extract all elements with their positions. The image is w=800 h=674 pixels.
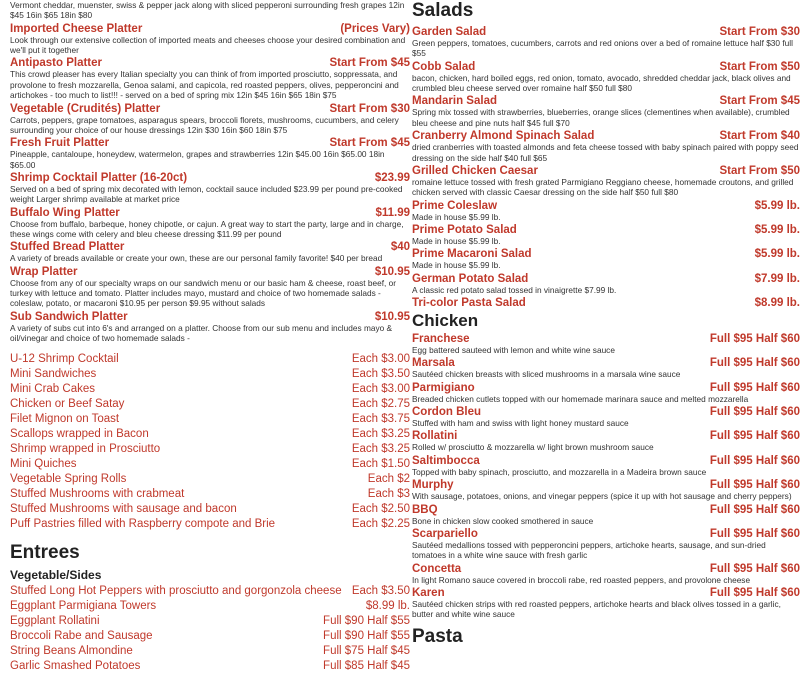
menu-item-header: [412, 224, 800, 236]
menu-item: [412, 224, 800, 246]
menu-item-header: [10, 172, 410, 184]
menu-item-description: romaine lettuce tossed with fresh grated Parmigiano Reggiano cheese, homemade croutons, and grilled chicken served with classic Caesar dressing on the side half $50 full $80: [412, 176, 794, 198]
list-item-name: String Beans Almondine: [10, 645, 133, 658]
menu-item-header: [412, 455, 800, 467]
menu-item-name[interactable]: Garden Salad: [412, 26, 487, 38]
list-item-price: Each $3.50: [351, 368, 410, 381]
platter-item-list: [10, 23, 410, 344]
menu-item-header: [412, 357, 800, 369]
list-item-name: Scallops wrapped in Bacon: [10, 428, 149, 441]
menu-item-header: [10, 311, 410, 323]
menu-item-name[interactable]: Cranberry Almond Spinach Salad: [412, 130, 595, 143]
menu-item-name[interactable]: Rollatini: [412, 430, 458, 443]
menu-item-price: Full $95 Half $60: [709, 454, 800, 467]
menu-item-header: [412, 95, 800, 107]
menu-item-price: Full $95 Half $60: [709, 586, 800, 599]
menu-item: [412, 587, 800, 620]
menu-item-name[interactable]: Sub Sandwich Platter: [10, 310, 128, 323]
menu-item: [10, 207, 410, 240]
menu-item-name[interactable]: Shrimp Cocktail Platter (16-20ct): [10, 171, 188, 184]
menu-item: [10, 57, 410, 100]
menu-item-description: Sautéed medallions tossed with pepperoncini peppers, artichoke hearts, sausage, and sun-dried tomatoes in a white wine sauce with fresh garlic: [412, 539, 766, 561]
menu-item-price: Full $95 Half $60: [709, 503, 800, 516]
menu-item: [412, 95, 800, 128]
menu-item: [10, 137, 410, 170]
list-item[interactable]: [10, 614, 410, 629]
menu-item-header: [412, 333, 800, 345]
menu-item-header: [412, 248, 800, 260]
menu-item-description: Made in house $5.99 lb.: [412, 235, 501, 246]
vegetable-sides-subtitle: Vegetable/Sides: [10, 567, 102, 582]
menu-item-description: Pineapple, cantaloupe, honeydew, watermelon, grapes and strawberries 12in $45.00 16in $65.00 18in $65.00: [10, 149, 385, 170]
menu-item-name[interactable]: Antipasto Platter: [10, 57, 103, 70]
menu-item-description: dried cranberries with toasted almonds and feta cheese tossed with baby spinach paired with poppy seed dressing on the side half $40 full $65: [412, 142, 799, 163]
menu-item-price: Start From $40: [719, 130, 800, 143]
menu-item-header: [412, 382, 800, 394]
list-item-price: Each $2.25: [351, 518, 410, 531]
menu-item-name[interactable]: Cordon Bleu: [412, 406, 481, 419]
menu-item-name[interactable]: Karen: [412, 586, 445, 599]
list-item-price: Each $3: [367, 488, 410, 501]
menu-item: [10, 172, 410, 205]
menu-item-name[interactable]: Wrap Platter: [10, 265, 78, 278]
menu-item-description: A variety of subs cut into 6's and arranged on a platter. Choose from our sub menu and includes mayo & oil/vinegar and choice of two homemade salads -: [10, 322, 393, 344]
menu-item: [412, 504, 800, 526]
menu-item-price: Start From $30: [329, 102, 410, 115]
list-item[interactable]: [10, 644, 410, 659]
list-item[interactable]: [10, 517, 410, 532]
menu-item-price: Full $95 Half $60: [709, 406, 800, 419]
list-item[interactable]: [10, 584, 410, 599]
menu-item-price: Start From $45: [329, 57, 410, 70]
menu-item: [412, 528, 800, 561]
list-item[interactable]: [10, 599, 410, 614]
menu-item-price: Start From $45: [719, 95, 800, 108]
list-item-price: Each $2.75: [351, 398, 410, 411]
menu-item-header: [10, 23, 410, 35]
menu-item-header: [412, 587, 800, 599]
list-item[interactable]: [10, 659, 410, 674]
list-item[interactable]: [10, 457, 410, 472]
menu-item: [412, 248, 800, 270]
menu-item-name[interactable]: Vegetable (Crudités) Platter: [10, 102, 161, 115]
menu-item-name[interactable]: German Potato Salad: [412, 272, 529, 285]
list-item-price: Each $2.50: [351, 503, 410, 516]
list-item-name: Mini Quiches: [10, 458, 77, 471]
menu-item-price: $11.99: [375, 206, 410, 219]
list-item-price: Each $3.25: [351, 428, 410, 441]
list-item[interactable]: [10, 412, 410, 427]
menu-item-header: [10, 137, 410, 149]
list-item-price: $8.99 lb.: [365, 600, 410, 613]
list-item[interactable]: [10, 382, 410, 397]
menu-item-header: [10, 241, 410, 253]
menu-item-price: $10.95: [374, 310, 410, 323]
menu-item-price: $8.99 lb.: [754, 297, 800, 310]
menu-item-price: Start From $50: [719, 164, 800, 177]
menu-item-header: [412, 297, 800, 309]
menu-item-price: Start From $30: [719, 26, 800, 38]
menu-item-name[interactable]: Cobb Salad: [412, 60, 476, 73]
menu-item-name[interactable]: Prime Macaroni Salad: [412, 248, 532, 261]
menu-item: [412, 333, 800, 355]
menu-item-description: Look through our extensive collection of imported meats and cheeses choose your desired combination and we'll put it together: [10, 34, 406, 56]
list-item-price: Each $3.00: [351, 353, 410, 366]
list-item-name: Stuffed Long Hot Peppers with prosciutto and gorgonzola cheese: [10, 585, 342, 598]
left-column: [10, 0, 410, 674]
menu-item-description: Choose from any of our specialty wraps on our sandwich menu or our basic ham & cheese, roast beef, or turkey with lettuce and tomato. Platter includes mayo, mustard and choice of two homemade salads - coleslaw, potato, or macaroni $10.95 per person $9.95 without salads: [10, 277, 396, 309]
menu-item-name[interactable]: Buffalo Wing Platter: [10, 206, 120, 219]
menu-item: [412, 61, 800, 94]
list-item-name: Mini Sandwiches: [10, 368, 97, 381]
menu-item-name[interactable]: Murphy: [412, 479, 454, 492]
menu-item: [412, 479, 800, 501]
menu-item-name[interactable]: Mandarin Salad: [412, 95, 497, 108]
list-item-name: Filet Mignon on Toast: [10, 413, 120, 426]
menu-item-description: Stuffed with ham and swiss with light honey mustard sauce: [412, 418, 629, 429]
menu-item-name[interactable]: Franchese: [412, 333, 470, 346]
list-item-price: Each $3.25: [351, 443, 410, 456]
menu-item: [412, 455, 800, 477]
list-item-name: U-12 Shrimp Cocktail: [10, 353, 119, 366]
menu-item: [412, 26, 800, 59]
list-item-name: Mini Crab Cakes: [10, 383, 95, 396]
salads-section-title: Salads: [412, 0, 474, 21]
menu-item: [412, 382, 800, 404]
menu-item-price: Full $95 Half $60: [709, 527, 800, 540]
menu-item-price: Start From $50: [719, 60, 800, 73]
menu-item: [412, 165, 800, 198]
hors-doeuvres-list: [10, 352, 410, 532]
menu-item-header: [10, 266, 410, 278]
list-item-name: Stuffed Mushrooms with sausage and bacon: [10, 503, 237, 516]
menu-item-price: $40: [390, 241, 410, 254]
menu-item-name[interactable]: Scarpariello: [412, 527, 478, 540]
menu-item-description: bacon, chicken, hard boiled eggs, red onion, tomato, avocado, shredded cheddar jack, black olives and crumbled bleu cheese served over romaine half $50 full $80: [412, 72, 791, 94]
menu-item-header: [412, 26, 800, 38]
menu-item-price: $23.99: [374, 171, 410, 184]
menu-item-description: Breaded chicken cutlets topped with our homemade marinara sauce and melted mozzarella: [412, 393, 749, 404]
menu-item-header: [10, 207, 410, 219]
menu-item-header: [412, 563, 800, 575]
right-column: [412, 0, 800, 652]
menu-item-header: [412, 200, 800, 212]
menu-item-name[interactable]: Concetta: [412, 562, 462, 575]
menu-item-header: [412, 479, 800, 491]
salads-list: [412, 26, 800, 309]
menu-item-name[interactable]: Grilled Chicken Caesar: [412, 164, 538, 177]
menu-item-name[interactable]: Saltimbocca: [412, 454, 480, 467]
menu-item-price: Start From $45: [329, 137, 410, 150]
list-item-price: Each $1.50: [351, 458, 410, 471]
menu-item-description: In light Romano sauce covered in broccoli rabe, red roasted peppers, and provolone cheese: [412, 574, 751, 585]
menu-item: [412, 406, 800, 428]
menu-item-description: Rolled w/ prosciutto & mozzarella w/ light brown mushroom sauce: [412, 442, 654, 453]
menu-item-description: Topped with baby spinach, prosciutto, and mozzarella in a Madeira brown sauce: [412, 466, 707, 477]
list-item-price: Each $2: [367, 473, 410, 486]
menu-item-header: [412, 130, 800, 142]
menu-item: [412, 273, 800, 295]
menu-item-description: Sautéed chicken strips with red roasted peppers, artichoke hearts and black olives tossed in a garlic, butter and white wine sauce: [412, 598, 781, 620]
top-continued-description: Vermont cheddar, muenster, swiss & pepper jack along with sliced pepperoni surrounding fresh grapes 12in $45 16in $65 18in $80: [10, 0, 405, 21]
menu-item-header: [10, 57, 410, 69]
menu-item-name[interactable]: Imported Cheese Platter: [10, 22, 143, 35]
menu-item: [412, 200, 800, 222]
entrees-section-title: Entrees: [10, 541, 80, 563]
pasta-section-title: Pasta: [412, 625, 463, 647]
menu-item-price: $10.95: [374, 265, 410, 278]
menu-item-description: Bone in chicken slow cooked smothered in sauce: [412, 515, 594, 526]
menu-item: [412, 430, 800, 452]
menu-item-name[interactable]: Tri-color Pasta Salad: [412, 297, 526, 310]
menu-item-header: [412, 504, 800, 516]
list-item-name: Shrimp wrapped in Prosciutto: [10, 443, 161, 456]
menu-item-price: Full $95 Half $60: [709, 381, 800, 394]
menu-item-description: Egg battered sauteed with lemon and white wine sauce: [412, 345, 615, 356]
menu-item-description: A variety of breads available or create your own, these are our personal family favorite! $40 per bread: [10, 253, 383, 264]
list-item-name: Vegetable Spring Rolls: [10, 473, 127, 486]
list-item[interactable]: [10, 472, 410, 487]
menu-item: [412, 357, 800, 379]
menu-item-header: [412, 528, 800, 540]
menu-item-price: Full $95 Half $60: [709, 562, 800, 575]
menu-item-header: [412, 430, 800, 442]
list-item-price: Full $90 Half $55: [323, 630, 410, 643]
list-item[interactable]: [10, 397, 410, 412]
menu-item-description: Choose from buffalo, barbeque, honey chipotle, or cajun. A great way to start the party, large and in charge, these wings come with celery and bleu cheese dressing $11.99 per pound: [10, 218, 404, 240]
menu-item-header: [10, 103, 410, 115]
menu-item-price: $5.99 lb.: [754, 248, 800, 261]
menu-item: [412, 130, 800, 163]
menu-item: [10, 311, 410, 344]
chicken-section-title: Chicken: [412, 311, 479, 331]
list-item[interactable]: [10, 487, 410, 502]
menu-item-price: $7.99 lb.: [754, 272, 800, 285]
menu-item-price: Full $95 Half $60: [709, 479, 800, 492]
list-item-price: Full $90 Half $55: [323, 615, 410, 628]
list-item-name: Puff Pastries filled with Raspberry compote and Brie: [10, 518, 276, 531]
list-item-name: Eggplant Rollatini: [10, 615, 100, 628]
list-item[interactable]: [10, 352, 410, 367]
list-item-price: Full $75 Half $45: [323, 645, 410, 658]
menu-item-description: Green peppers, tomatoes, cucumbers, carrots and red onions over a bed of romaine lettuce half $30 full $55: [412, 38, 793, 59]
menu-item-description: A classic red potato salad tossed in vinaigrette $7.99 lb.: [412, 284, 617, 295]
list-item-name: Chicken or Beef Satay: [10, 398, 125, 411]
list-item[interactable]: [10, 442, 410, 457]
menu-item: [412, 297, 800, 309]
menu-item-description: With sausage, potatoes, onions, and vinegar peppers (spice it up with hot sausage and cherry peppers): [412, 491, 792, 502]
menu-item-description: Served on a bed of spring mix decorated with lemon, cocktail sauce included $23.99 per pound pre-cooked weight Larger shrimp available at market price: [10, 183, 403, 205]
menu-item: [412, 563, 800, 585]
menu-item-name[interactable]: Marsala: [412, 357, 455, 370]
menu-item-description: This crowd pleaser has every Italian specialty you can think of from imported prosciutto, soppressata, and provolone to fresh mozzarella, Genoa salami, and capicola, red roasted peppers, olives, pepperoncini and artichokes - too much to list!!! - served on a bed of spring mix 12in $45 16in $65 18in $75: [10, 69, 399, 101]
list-item-name: Garlic Smashed Potatoes: [10, 660, 141, 673]
menu-item-description: Spring mix tossed with strawberries, blueberries, orange slices (clementines when available), crumbled bleu cheese and pine nuts half $45 full $70: [412, 107, 790, 128]
list-item[interactable]: [10, 629, 410, 644]
menu-item-name[interactable]: BBQ: [412, 503, 438, 516]
menu-item-price: (Prices Vary): [340, 22, 410, 35]
menu-item: [10, 241, 410, 263]
list-item-name: Broccoli Rabe and Sausage: [10, 630, 153, 643]
list-item-price: Each $3.50: [351, 585, 410, 598]
menu-item-price: Full $95 Half $60: [709, 357, 800, 370]
list-item-price: Each $3.75: [351, 413, 410, 426]
menu-item-header: [412, 165, 800, 177]
menu-item-name[interactable]: Stuffed Bread Platter: [10, 241, 125, 254]
menu-item-header: [412, 273, 800, 285]
list-item[interactable]: [10, 427, 410, 442]
list-item-price: Each $3.00: [351, 383, 410, 396]
menu-item-description: Made in house $5.99 lb.: [412, 260, 501, 271]
menu-item: [10, 23, 410, 56]
list-item-name: Stuffed Mushrooms with crabmeat: [10, 488, 185, 501]
list-item[interactable]: [10, 367, 410, 382]
menu-item-name[interactable]: Parmigiano: [412, 381, 475, 394]
list-item-price: Full $85 Half $45: [323, 660, 410, 673]
menu-item-header: [412, 61, 800, 73]
chicken-list: [412, 333, 800, 620]
menu-item: [10, 266, 410, 309]
list-item-name: Eggplant Parmigiana Towers: [10, 600, 157, 613]
menu-item-price: Full $95 Half $60: [709, 333, 800, 346]
menu-item-description: Carrots, peppers, grape tomatoes, asparagus spears, broccoli florets, mushrooms, cucumbers, and celery surrounding your choice of our house dressings 12in $30 16in $60 18in $75: [10, 114, 399, 135]
menu-item-header: [412, 406, 800, 418]
menu-item-name[interactable]: Prime Coleslaw: [412, 199, 498, 212]
menu-item: [10, 103, 410, 136]
menu-item-price: $5.99 lb.: [754, 199, 800, 212]
menu-item-name[interactable]: Fresh Fruit Platter: [10, 137, 110, 150]
menu-item-description: Sautéed chicken breasts with sliced mushrooms in a marsala wine sauce: [412, 369, 681, 380]
menu-item-description: Made in house $5.99 lb.: [412, 211, 501, 222]
menu-item-price: Full $95 Half $60: [709, 430, 800, 443]
list-item[interactable]: [10, 502, 410, 517]
vegetable-sides-list: [10, 584, 410, 674]
menu-item-name[interactable]: Prime Potato Salad: [412, 223, 517, 236]
menu-item-price: $5.99 lb.: [754, 223, 800, 236]
